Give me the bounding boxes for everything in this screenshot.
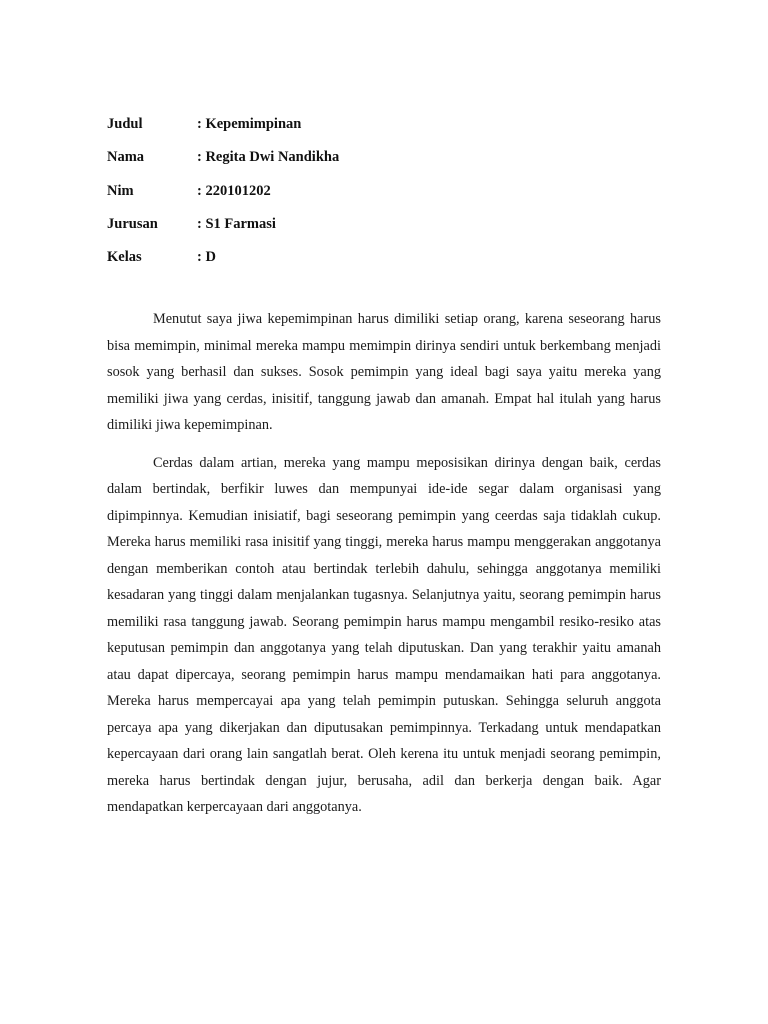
header-info-table [107,108,667,274]
header-row-nama [107,141,667,174]
header-value-nama: : Regita Dwi Nandikha [197,149,340,166]
header-row-kelas [107,241,667,274]
header-value-nim: : 220101202 [197,182,271,199]
header-row-jurusan [107,208,667,241]
header-label-nim: Nim [107,182,134,199]
header-label-jurusan: Jurusan [107,216,158,233]
header-label-kelas: Kelas [107,249,142,266]
header-value-jurusan: : S1 Farmasi [197,216,276,233]
essay-paragraph-2: Cerdas dalam artian, mereka yang mampu meposisikan dirinya dengan baik, cerdas dalam bertindak, berfikir luwes dan mempunyai ide-ide segar dalam organisasi yang dipimpinnya. Kemudian inisiatif, bagi seseorang pemimpin yang ceerdas saja tidaklah cukup. Mereka harus memiliki rasa inisitif yang tinggi, mereka harus mampu menggerakan anggotanya dengan memberikan contoh atau bertindak terlebih dahulu, sehingga anggotanya memiliki kesadaran yang tinggi dalam menjalankan tugasnya. Selanjutnya yaitu, seorang pemimpin harus memiliki rasa tanggung jawab. Seorang pemimpin harus mampu mengambil resiko-resiko atas keputusan pemimpin dan anggotanya yang telah diputuskan. Dan yang terakhir yaitu amanah atau dapat dipercaya, seorang pemimpin harus mampu mendamaikan hati para anggotanya. Mereka harus mempercayai apa yang telah pemimpin putuskan. Sehingga seluruh anggota percaya apa yang dikerjakan dan diputusakan pemimpinnya. Terkadang untuk mendapatkan kepercayaan dari orang lain sangatlah berat. Oleh kerena itu untuk menjadi seorang pemimpin, mereka harus bertindak dengan jujur, berusaha, adil dan berkerja dengan baik. Agar mendapatkan kerpercayaan dari anggotanya. [107,454,661,815]
header-value-kelas: : D [197,249,216,266]
essay-paragraph-1: Menutut saya jiwa kepemimpinan harus dimiliki setiap orang, karena seseorang harus bisa memimpin, minimal mereka mampu memimpin dirinya sendiri untuk berkembang menjadi sosok yang berhasil dan sukses. Sosok pemimpin yang ideal bagi saya yaitu mereka yang memiliki jiwa yang cerdas, inisitif, tanggung jawab dan amanah. Empat hal itulah yang harus dimiliki jiwa kepemimpinan. [107,311,661,433]
header-label-nama: Nama [107,149,145,166]
header-row-nim [107,175,667,208]
header-label-judul: Judul [107,116,143,133]
header-row-judul [107,108,667,141]
header-value-judul: : Kepemimpinan [197,116,302,133]
essay-body [107,306,661,832]
